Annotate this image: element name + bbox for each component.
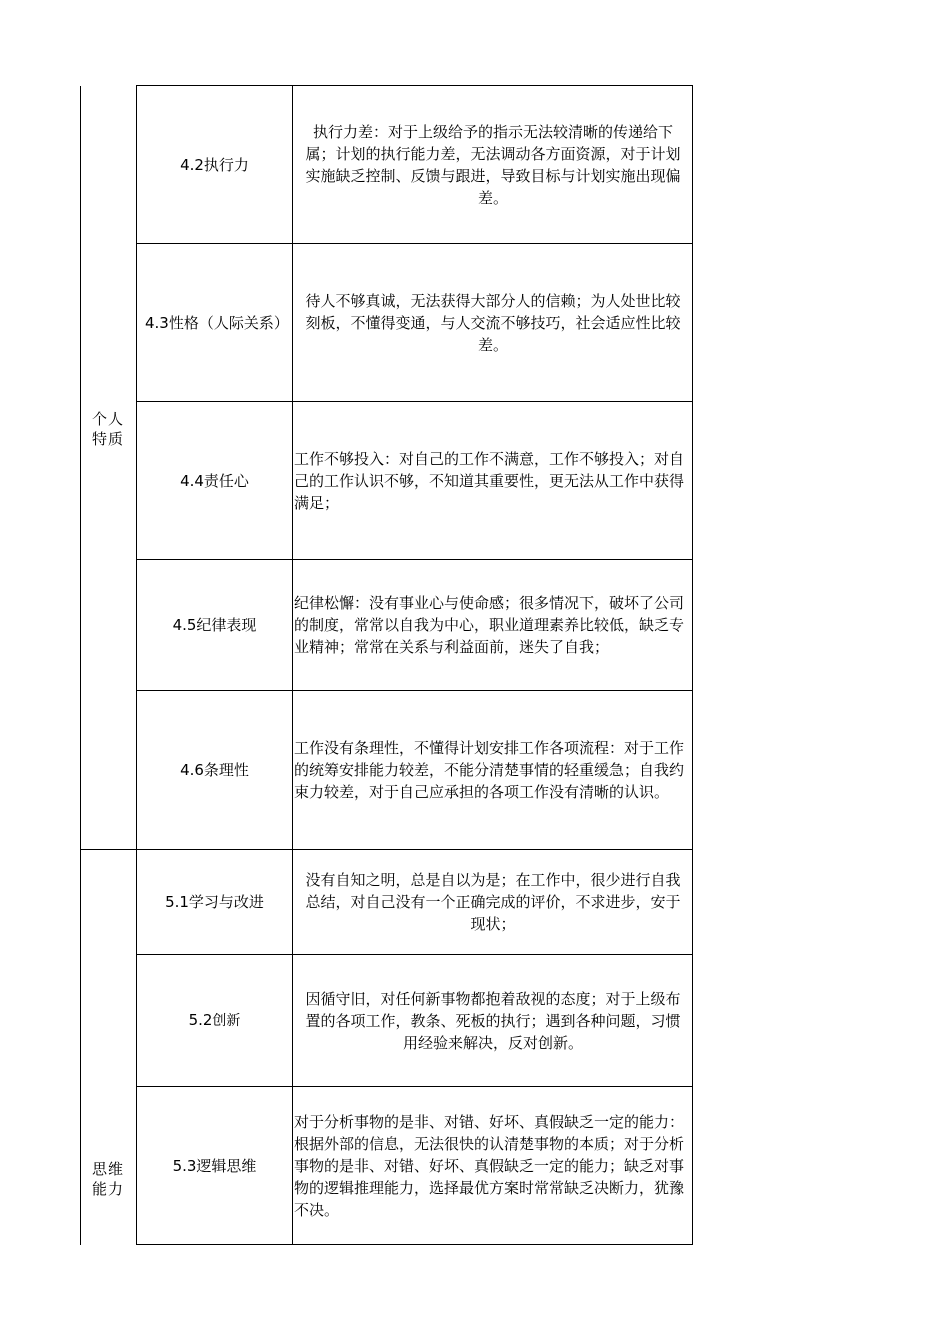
item-name-cell <box>137 402 292 559</box>
item-description-cell <box>293 850 693 954</box>
item-name: 5.1学习与改进 <box>165 893 264 911</box>
item-name-number: 5.2 <box>188 1011 213 1029</box>
item-description-cell <box>293 402 693 559</box>
item-description-cell <box>293 1087 693 1244</box>
item-name-cell <box>137 86 292 243</box>
category-label-thinking-ability <box>82 1159 134 1199</box>
item-description-cell <box>293 86 693 243</box>
item-description: 工作没有条理性，不懂得计划安排工作各项流程：对于工作的统筹安排能力较差，不能分清楚事情的轻重缓急；自我约束力较差，对于自己应承担的各项工作没有清晰的认识。 <box>294 739 685 801</box>
category-label-line: 思维 <box>91 1160 124 1178</box>
item-name-cell <box>137 955 292 1086</box>
item-description: 待人不够真诚，无法获得大部分人的信赖；为人处世比较刻板，不懂得变通，与人交流不够技巧，社会适应性比较差。 <box>305 291 681 354</box>
item-name: 4.2执行力 <box>180 155 249 174</box>
item-name-cell <box>137 1087 292 1244</box>
item-name: 4.3性格（人际关系） <box>145 313 289 332</box>
item-name: 4.5纪律表现 <box>172 616 257 634</box>
item-description-cell <box>293 560 693 690</box>
category-label-line: 能力 <box>91 1180 124 1198</box>
item-name-cell <box>137 691 292 849</box>
item-name-cell <box>137 850 292 954</box>
item-description: 因循守旧，对任何新事物都抱着敌视的态度；对于上级布置的各项工作，教条、死板的执行；遇到各种问题，习惯用经验来解决，反对创新。 <box>305 989 681 1052</box>
item-name-cell <box>137 244 292 401</box>
category-label-line: 个人 <box>91 410 124 428</box>
category-label-line: 特质 <box>91 430 124 448</box>
item-name: 4.6条理性 <box>180 761 249 779</box>
item-name-text: 创新 <box>212 1013 241 1029</box>
item-description: 纪律松懈：没有事业心与使命感；很多情况下，破坏了公司的制度，常常以自我为中心，职业道理素养比较低，缺乏专业精神；常常在关系与利益面前，迷失了自我； <box>294 594 685 656</box>
item-description: 没有自知之明，总是自以为是；在工作中，很少进行自我总结，对自己没有一个正确完成的评价，不求进步，安于现状； <box>305 871 681 933</box>
table-bottom-border <box>136 1244 693 1245</box>
item-description: 对于分析事物的是非、对错、好坏、真假缺乏一定的能力：根据外部的信息，无法很快的认清楚事物的本质；对于分析事物的是非、对错、好坏、真假缺乏一定的能力；缺乏对事物的逻辑推理能力，选择最优方案时常常缺乏决断力，犹豫不决。 <box>294 1112 685 1219</box>
item-name: 5.3逻辑思维 <box>172 1156 257 1175</box>
item-description-cell <box>293 955 693 1086</box>
item-name: 4.4责任心 <box>180 471 249 490</box>
item-description-cell <box>293 244 693 401</box>
item-description: 工作不够投入：对自己的工作不满意，工作不够投入；对自己的工作认识不够，不知道其重要性，更无法从工作中获得满足； <box>294 449 685 512</box>
category-column-left-border <box>80 86 81 1245</box>
item-description: 执行力差：对于上级给予的指示无法较清晰的传递给下属；计划的执行能力差，无法调动各方面资源，对于计划实施缺乏控制、反馈与跟进，导致目标与计划实施出现偏差。 <box>305 122 681 207</box>
item-description-cell <box>293 691 693 849</box>
category-label-personal-traits <box>82 409 134 449</box>
item-name <box>189 1009 241 1032</box>
item-name-cell <box>137 560 292 690</box>
